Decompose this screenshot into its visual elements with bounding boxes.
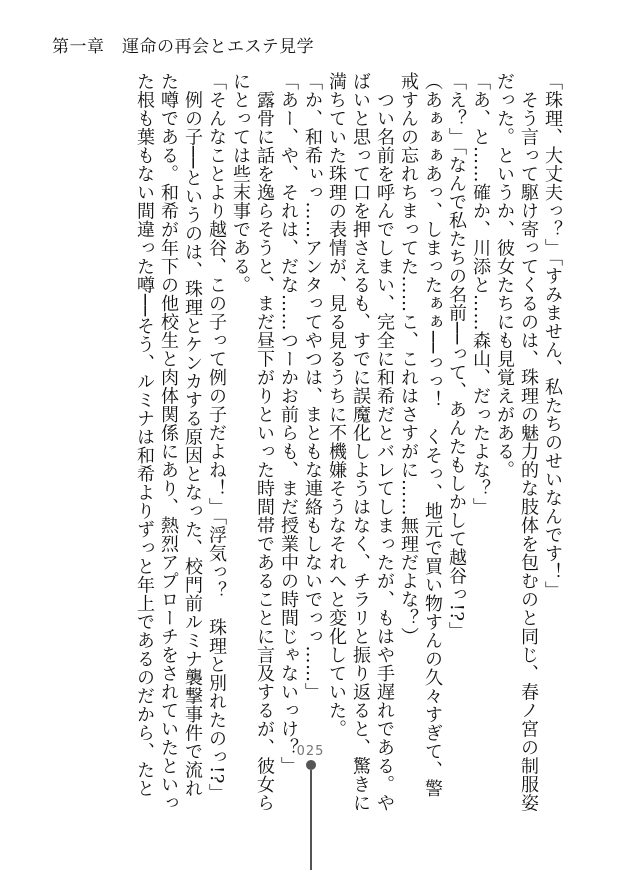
text-line: （あぁぁぁあっ、しまったぁぁ──っっ！ くそっ、地元で買い物すんの久々すぎて、警 (422, 72, 443, 798)
bookmark-dot (306, 760, 316, 770)
page-number: 025 (296, 744, 325, 759)
text-line: そう言って駆け寄ってくるのは、珠理の魅力的な肢体を包むのと同じ、春ノ宮の制服姿 (518, 72, 539, 812)
text-line: た噂である。和希が年下の他校生と肉体関係にあり、熱烈アプローチをされていたといっ (158, 72, 179, 812)
text-line: 「あ、と……確か、川添と……森山、だったよな？」 (470, 72, 491, 516)
text-line: ばいと思って口を押さえるも、すでに誤魔化しようはなく、チラリと振り返ると、驚きに (350, 72, 371, 812)
text-line: 満ちていた珠理の表情が、見る見るうちに不機嫌そうなそれへと変化していた。 (326, 72, 347, 738)
text-line: 戒すんの忘れちまってた……こ、これはさすがに……無理だよな？） (398, 72, 419, 646)
text-line: 露骨に話を逸らそうと、まだ昼下がりといった時間帯であることに言及するが、彼女ら (254, 72, 275, 812)
bookmark-stem (310, 770, 312, 870)
bookmark-icon (306, 760, 316, 870)
text-line: だった。というか、彼女たちにも見覚えがある。 (494, 72, 515, 479)
text-line: 「か、和希ぃっ……アンタってやつは、まともな連絡もしないでっっ……」 (302, 72, 323, 701)
text-line: 「そんなことより越谷、この子って例の子だよね！」「浮気っ？ 珠理と別れたのっ!?」 (206, 72, 227, 803)
text-line: 「珠理、大丈夫っ？」「すみません、私たちのせいなんです！」 (542, 72, 563, 600)
text-line: 「あー、や、それは、だな……つーかお前らも、まだ授業中の時間じゃないっけ？」 (278, 72, 299, 775)
text-line: つい名前を呼んでしまい、完全に和希だとバレてしまったが、もはや手遅れである。や (374, 72, 395, 812)
text-line: 「え？」「なんで私たちの名前──って、あんたもしかして越谷っ!?」 (446, 72, 467, 641)
text-line: 例の子──というのは、珠理とケンカする原因となった、校門前ルミナ襲撃事件で流れ (182, 72, 203, 798)
text-line: にとっては些末事である。 (230, 72, 251, 294)
chapter-header: 第一章 運命の再会とエステ見学 (52, 37, 315, 57)
text-line: た根も葉もない間違った噂──そう、ルミナは和希よりずっと年上であるのだから、たと (134, 72, 155, 798)
